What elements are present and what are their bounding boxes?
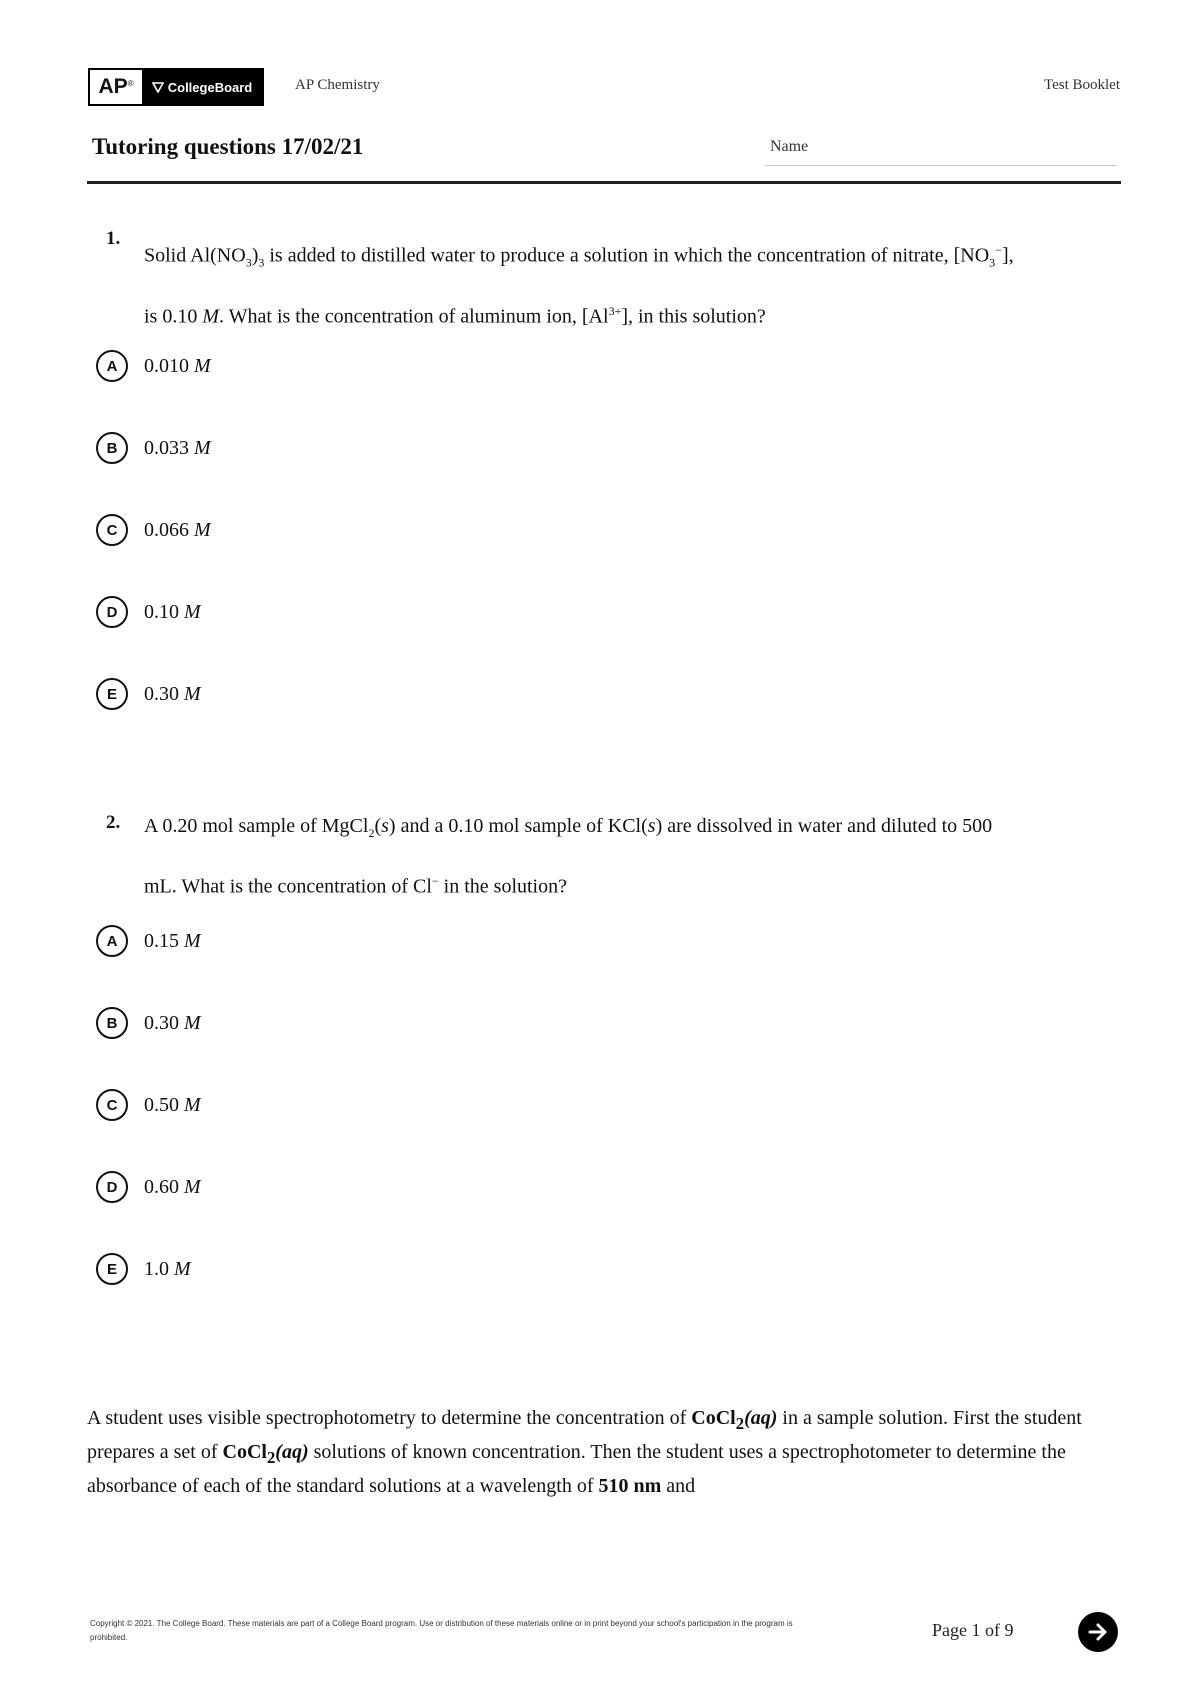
passage-text-2: in a sample solution. First the student prepares a set of bbox=[87, 1407, 1082, 1463]
page-number: Page 1 of 9 bbox=[932, 1620, 1014, 1640]
passage-text-4: and bbox=[661, 1475, 696, 1497]
q2-option-a[interactable] bbox=[96, 925, 201, 957]
question-2-number: 2. bbox=[106, 812, 121, 833]
q1-text-l: 3+ bbox=[608, 303, 622, 318]
q1-d-value: 0.10 bbox=[144, 600, 179, 623]
q2-a-value: 0.15 bbox=[144, 929, 179, 952]
option-a-bubble[interactable]: A bbox=[96, 925, 128, 957]
q2-option-d[interactable] bbox=[96, 1171, 201, 1203]
q1-c-value: 0.066 bbox=[144, 518, 189, 541]
header-divider bbox=[87, 181, 1121, 184]
ap-logo bbox=[90, 70, 142, 104]
q1-text-k: . What is the concentration of aluminum ion, [Al bbox=[219, 305, 609, 328]
q1-text-g: − bbox=[995, 243, 1002, 257]
q1-option-c[interactable] bbox=[96, 514, 211, 546]
q2-text-h: mL. What is the concentration of Cl bbox=[144, 875, 432, 898]
passage-sub-1: 2 bbox=[735, 1414, 745, 1433]
option-e-bubble[interactable]: E bbox=[96, 1253, 128, 1285]
q2-text-i: − bbox=[431, 874, 439, 888]
q1-option-d[interactable] bbox=[96, 596, 201, 628]
q1-text-j: M bbox=[202, 305, 220, 328]
q2-a-unit: M bbox=[184, 929, 201, 952]
q2-c-unit: M bbox=[184, 1093, 201, 1116]
q2-text-f: s bbox=[647, 815, 656, 837]
q2-text-a: A 0.20 mol sample of MgCl bbox=[144, 815, 369, 837]
name-field-line[interactable] bbox=[765, 165, 1117, 166]
option-c-bubble[interactable]: C bbox=[96, 1089, 128, 1121]
q1-b-value: 0.033 bbox=[144, 436, 189, 459]
q1-option-d-text bbox=[144, 601, 201, 624]
option-c-bubble[interactable]: C bbox=[96, 514, 128, 546]
q1-e-unit: M bbox=[184, 682, 201, 705]
option-e-bubble[interactable]: E bbox=[96, 678, 128, 710]
next-page-button[interactable] bbox=[1078, 1612, 1118, 1652]
q2-b-value: 0.30 bbox=[144, 1011, 179, 1034]
q2-e-value: 1.0 bbox=[144, 1257, 169, 1280]
q1-option-e-text bbox=[144, 683, 201, 706]
acorn-icon bbox=[152, 81, 164, 93]
option-d-bubble[interactable]: D bbox=[96, 1171, 128, 1203]
q1-text-d: 3 bbox=[258, 255, 265, 270]
q2-option-b[interactable] bbox=[96, 1007, 201, 1039]
q1-b-unit: M bbox=[194, 436, 211, 459]
q1-option-e[interactable] bbox=[96, 678, 201, 710]
q2-e-unit: M bbox=[174, 1257, 191, 1280]
collegeboard-logo bbox=[142, 70, 262, 104]
q1-a-unit: M bbox=[194, 354, 211, 377]
ap-collegeboard-logo bbox=[88, 68, 264, 106]
q1-option-a[interactable] bbox=[96, 350, 211, 382]
option-b-bubble[interactable]: B bbox=[96, 432, 128, 464]
q2-b-unit: M bbox=[184, 1011, 201, 1034]
q1-option-b[interactable] bbox=[96, 432, 211, 464]
q2-option-a-text bbox=[144, 930, 201, 953]
q1-option-a-text bbox=[144, 355, 211, 378]
passage-chem-2: CoCl bbox=[222, 1441, 267, 1463]
name-label: Name bbox=[770, 138, 809, 155]
spectrophotometry-passage bbox=[87, 1404, 1122, 1501]
passage-aq-2: (aq) bbox=[275, 1441, 309, 1463]
q2-option-b-text bbox=[144, 1012, 201, 1035]
passage-chem-1: CoCl bbox=[691, 1407, 736, 1429]
q2-text-c: ( bbox=[374, 815, 382, 837]
question-1-number: 1. bbox=[106, 228, 121, 249]
q1-a-value: 0.010 bbox=[144, 354, 189, 377]
passage-sub-2: 2 bbox=[266, 1448, 276, 1467]
q1-option-c-text bbox=[144, 519, 211, 542]
q2-text-d: s bbox=[381, 815, 389, 837]
q1-e-value: 0.30 bbox=[144, 682, 179, 705]
q2-option-d-text bbox=[144, 1176, 201, 1199]
q2-option-e-text bbox=[144, 1258, 191, 1281]
passage-text-1: A student uses visible spectrophotometry to determine the concentration of bbox=[87, 1407, 692, 1429]
q1-text-m: ], in this solution? bbox=[621, 305, 766, 328]
q2-d-value: 0.60 bbox=[144, 1175, 179, 1198]
option-a-bubble[interactable]: A bbox=[96, 350, 128, 382]
passage-text-3: solutions of known concentration. Then the student uses a spectrophotometer to determine the absorbance of each of the standard solutions at a wavelength of bbox=[87, 1441, 1066, 1497]
q1-c-unit: M bbox=[194, 518, 211, 541]
q2-text-g: ) are dissolved in water and diluted to 500 bbox=[655, 815, 993, 837]
q2-text-j: in the solution? bbox=[438, 875, 567, 898]
q1-d-unit: M bbox=[184, 600, 201, 623]
booklet-label: Test Booklet bbox=[1043, 77, 1120, 93]
option-d-bubble[interactable]: D bbox=[96, 596, 128, 628]
q2-option-c-text bbox=[144, 1094, 201, 1117]
subject-label: AP Chemistry bbox=[295, 77, 380, 93]
passage-aq-1: (aq) bbox=[744, 1407, 778, 1429]
q2-text-e: ) and a 0.10 mol sample of KCl( bbox=[388, 815, 648, 837]
option-b-bubble[interactable]: B bbox=[96, 1007, 128, 1039]
q1-text-a: Solid Al(NO bbox=[144, 244, 246, 267]
ap-logo-reg: ® bbox=[127, 78, 134, 88]
q1-text-e: is added to distilled water to produce a solution in which the concentration of nitrate, [NO bbox=[264, 244, 990, 267]
q1-text-i: is 0.10 bbox=[144, 305, 203, 328]
page-title: Tutoring questions 17/02/21 bbox=[92, 134, 364, 159]
passage-wavelength: 510 nm bbox=[598, 1475, 662, 1497]
q2-option-e[interactable] bbox=[96, 1253, 191, 1285]
q2-c-value: 0.50 bbox=[144, 1093, 179, 1116]
q1-text-h: ], bbox=[1001, 244, 1014, 267]
arrow-right-icon bbox=[1086, 1620, 1110, 1644]
q2-option-c[interactable] bbox=[96, 1089, 201, 1121]
question-2-stem bbox=[144, 802, 1119, 911]
q1-option-b-text bbox=[144, 437, 211, 460]
ap-logo-text: AP bbox=[98, 75, 128, 98]
q1-text-c: ) bbox=[251, 244, 259, 267]
q2-d-unit: M bbox=[184, 1175, 201, 1198]
q1-text-b: 3 bbox=[245, 255, 252, 270]
q1-text-f: 3 bbox=[989, 255, 996, 270]
copyright-notice: Copyright © 2021. The College Board. These materials are part of a College Board program. Use or distribution of these materials online or in print beyond your school's participation in the program is prohibited. bbox=[90, 1619, 793, 1642]
q2-text-b: 2 bbox=[368, 826, 375, 840]
collegeboard-logo-text: CollegeBoard bbox=[167, 79, 253, 95]
question-1-stem bbox=[144, 226, 1119, 340]
